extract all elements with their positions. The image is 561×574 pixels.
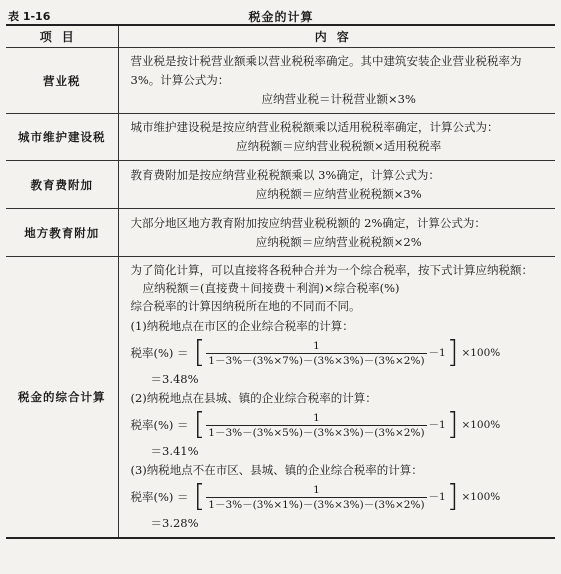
row-item: 税金的综合计算 bbox=[6, 257, 118, 539]
formula-times: ×100% bbox=[461, 491, 501, 503]
combined-note: 综合税率的计算因纳税所在地的不同而不同。 bbox=[130, 299, 361, 313]
rate-formula bbox=[131, 335, 548, 371]
rate-formula bbox=[131, 479, 548, 515]
formula-result: ＝3.41% bbox=[150, 444, 199, 458]
bracket-right: ] bbox=[446, 479, 459, 514]
formula-lhs: 税率(%) ＝ bbox=[130, 418, 189, 432]
table-row bbox=[6, 257, 555, 539]
combined-intro: 为了简化计算，可以直接将各税种合并为一个综合税率，按下式计算应纳税额： bbox=[130, 263, 533, 277]
case-heading: (2)纳税地点在县城、镇的企业综合税率的计算： bbox=[130, 391, 377, 405]
bracket-right: ] bbox=[446, 335, 459, 370]
case-block bbox=[131, 317, 548, 387]
row-formula: 应纳税额＝应纳营业税税额×3% bbox=[255, 186, 422, 201]
formula-lhs: 税率(%) ＝ bbox=[130, 346, 189, 360]
row-content bbox=[118, 114, 555, 161]
formula-minus-one: －1 bbox=[428, 491, 446, 503]
table-title: 税金的计算 bbox=[248, 10, 314, 24]
formula-minus-one: －1 bbox=[428, 419, 446, 431]
fraction-numerator: 1 bbox=[206, 411, 426, 426]
case-block bbox=[131, 389, 548, 459]
row-text: 大部分地区地方教育附加按应纳营业税税额的 2%确定，计算公式为： bbox=[130, 215, 486, 230]
row-content bbox=[118, 161, 555, 209]
fraction-denominator: 1－3%－(3%×7%)－(3%×3%)－(3%×2%) bbox=[208, 354, 425, 367]
row-content bbox=[118, 257, 555, 539]
case-heading: (3)纳税地点不在市区、县城、镇的企业综合税率的计算： bbox=[130, 463, 423, 477]
row-text: 城市维护建设税是按应纳营业税税额乘以适用税税率确定，计算公式为： bbox=[130, 120, 499, 134]
formula-result: ＝3.48% bbox=[150, 372, 199, 386]
header-item: 项目 bbox=[6, 25, 118, 48]
table-header-row bbox=[6, 25, 555, 48]
formula-times: ×100% bbox=[461, 347, 501, 359]
row-formula: 应纳营业税＝计税营业额×3% bbox=[261, 92, 416, 106]
header-content: 内容 bbox=[118, 25, 555, 48]
combined-formula: 应纳税额＝(直接费＋间接费＋利润)×综合税率(%) bbox=[142, 281, 400, 295]
bracket-left: [ bbox=[193, 407, 206, 442]
row-text: 教育费附加是按应纳营业税税额乘以 3%确定，计算公式为： bbox=[130, 167, 440, 182]
case-heading: (1)纳税地点在市区的企业综合税率的计算： bbox=[130, 319, 354, 333]
table-row bbox=[6, 161, 555, 209]
fraction-denominator: 1－3%－(3%×1%)－(3%×3%)－(3%×2%) bbox=[208, 498, 425, 511]
fraction-denominator: 1－3%－(3%×5%)－(3%×3%)－(3%×2%) bbox=[208, 426, 425, 439]
row-formula: 应纳税额＝应纳营业税税额×适用税税率 bbox=[236, 139, 442, 153]
table-caption bbox=[6, 4, 556, 24]
table-row bbox=[6, 209, 555, 257]
formula-times: ×100% bbox=[461, 419, 501, 431]
row-content bbox=[118, 48, 555, 114]
fraction bbox=[206, 411, 426, 440]
row-item: 营业税 bbox=[6, 48, 118, 114]
row-item: 城市维护建设税 bbox=[6, 114, 118, 161]
fraction bbox=[206, 483, 426, 512]
formula-minus-one: －1 bbox=[428, 347, 446, 359]
row-item: 教育费附加 bbox=[6, 161, 118, 209]
fraction bbox=[206, 339, 426, 368]
case-block bbox=[131, 461, 548, 531]
tax-table bbox=[6, 24, 555, 539]
formula-result: ＝3.28% bbox=[150, 516, 199, 530]
rate-formula bbox=[131, 407, 548, 443]
table-number: 表 1-16 bbox=[8, 10, 51, 23]
row-text: 营业税是按计税营业额乘以营业税税率确定。其中建筑安装企业营业税税率为3%。计算公式为： bbox=[130, 54, 522, 87]
fraction-numerator: 1 bbox=[206, 483, 426, 498]
table-row bbox=[6, 114, 555, 161]
formula-lhs: 税率(%) ＝ bbox=[130, 490, 189, 504]
bracket-right: ] bbox=[446, 407, 459, 442]
row-item: 地方教育附加 bbox=[6, 209, 118, 257]
table-row bbox=[6, 48, 555, 114]
bracket-left: [ bbox=[193, 479, 206, 514]
fraction-numerator: 1 bbox=[206, 339, 426, 354]
row-formula: 应纳税额＝应纳营业税税额×2% bbox=[255, 234, 422, 249]
row-content bbox=[118, 209, 555, 257]
bracket-left: [ bbox=[193, 335, 206, 370]
